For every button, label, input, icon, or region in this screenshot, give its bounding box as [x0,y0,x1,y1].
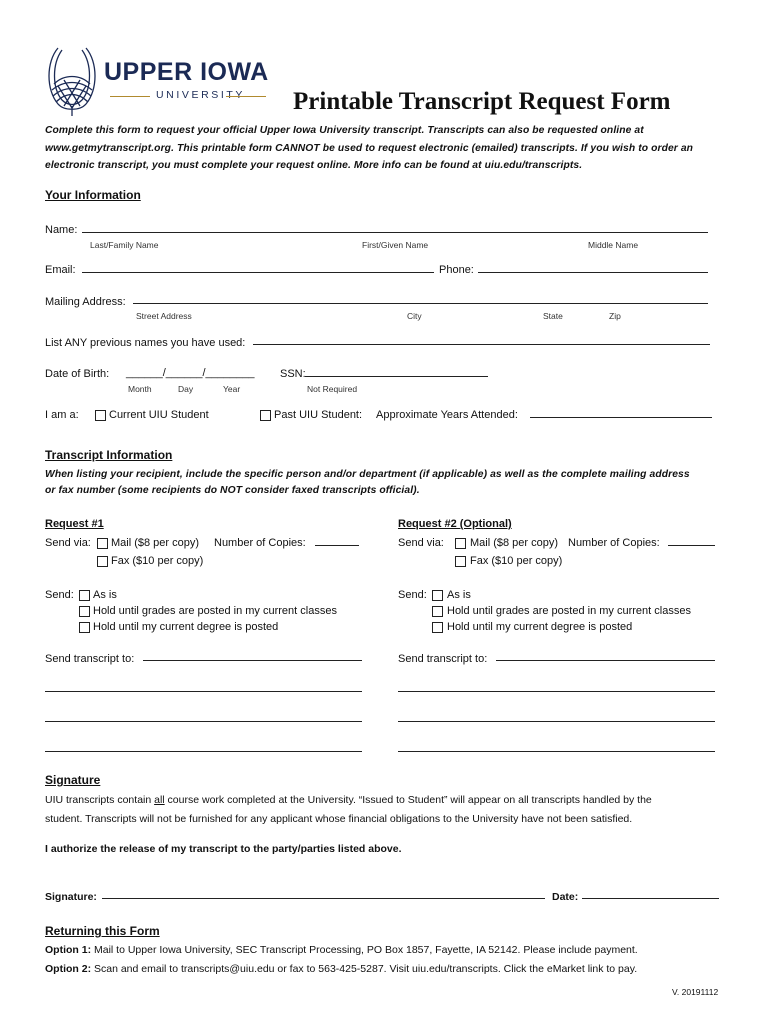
option-1-text: Mail to Upper Iowa University, SEC Transcript Processing, PO Box 1857, Fayette, IA 52142. Please include payment. [91,944,638,956]
request-1-fax-checkbox[interactable] [97,556,108,567]
request-1-copies-field[interactable] [315,545,359,546]
date-field[interactable] [582,898,719,899]
logo-rule-left [110,96,150,97]
intro-line-1: Complete this form to request your official Upper Iowa University transcript. Transcripts can also be requested online at [45,125,644,136]
request-2-hold-grades-label: Hold until grades are posted in my current classes [447,605,691,617]
request-1-as-is-checkbox[interactable] [79,590,90,601]
ssn-field[interactable] [305,376,488,377]
phone-label: Phone: [439,264,474,276]
request-2-fax-checkbox[interactable] [455,556,466,567]
first-name-caption: First/Given Name [362,240,429,250]
request-2-send-to-field-4[interactable] [398,751,715,752]
request-2-title: Request #2 (Optional) [398,518,512,530]
i-am-label: I am a: [45,409,79,421]
date-label: Date: [552,891,579,903]
past-student-checkbox[interactable] [260,410,271,421]
request-2-send-to-field-1[interactable] [496,660,715,661]
city-caption: City [407,311,422,321]
signature-heading: Signature [45,773,101,787]
logo-emblem-icon [44,44,100,118]
request-1-send-to-label: Send transcript to: [45,653,135,665]
previous-names-label: List ANY previous names you have used: [45,337,246,349]
current-student-checkbox[interactable] [95,410,106,421]
option-2-text: Scan and email to transcripts@uiu.edu or fax to 563-425-5287. Visit uiu.edu/transcripts. Click the eMarket link to pay. [91,963,638,975]
request-2-hold-grades-checkbox[interactable] [432,606,443,617]
transcript-information-heading: Transcript Information [45,448,173,462]
signature-label: Signature: [45,891,97,903]
dob-field[interactable]: ______/______/________ [126,367,255,379]
request-1-send-via-label: Send via: [45,537,91,549]
request-1-send-to-field-2[interactable] [45,691,362,692]
intro-line-2: www.getmytranscript.org. This printable form CANNOT be used to request electronic (emailed) transcripts. If you wish to order an [45,143,694,154]
approx-years-label: Approximate Years Attended: [376,409,518,421]
request-2-send-to-label: Send transcript to: [398,653,488,665]
option-2-label: Option 2: [45,963,92,975]
authorize-statement: I authorize the release of my transcript to the party/parties listed above. [45,843,402,855]
year-caption: Year [223,384,241,394]
name-field[interactable] [82,232,708,233]
email-field[interactable] [82,272,434,273]
request-2-hold-degree-checkbox[interactable] [432,622,443,633]
returning-heading: Returning this Form [45,924,160,938]
request-2-send-to-field-2[interactable] [398,691,715,692]
signature-text-2: student. Transcripts will not be furnished for any applicant whose financial obligations to the University have not been satisfied. [45,813,633,825]
logo-rule-right [226,96,266,97]
request-1-hold-grades-checkbox[interactable] [79,606,90,617]
option-1-label: Option 1: [45,944,92,956]
middle-name-caption: Middle Name [588,240,639,250]
logo-wordmark: UPPER IOWA [104,58,269,86]
request-2-as-is-label: As is [447,589,471,601]
phone-field[interactable] [478,272,708,273]
ssn-label: SSN: [280,368,306,380]
last-name-caption: Last/Family Name [90,240,159,250]
mailing-address-field[interactable] [133,303,708,304]
ssn-note: Not Required [307,384,358,394]
email-label: Email: [45,264,76,276]
signature-field[interactable] [102,898,545,899]
request-1-as-is-label: As is [93,589,117,601]
transcript-note-1: When listing your recipient, include the specific person and/or department (if applicable) as well as the complete mailing address [45,469,690,480]
state-caption: State [543,311,563,321]
version-number: V. 20191112 [672,987,719,997]
request-1-hold-degree-checkbox[interactable] [79,622,90,633]
month-caption: Month [128,384,152,394]
name-label: Name: [45,224,78,236]
request-1-fax-label: Fax ($10 per copy) [111,555,204,567]
signature-text-1a: UIU transcripts contain [45,794,155,806]
current-student-label: Current UIU Student [109,409,209,421]
past-student-label: Past UIU Student: [274,409,363,421]
day-caption: Day [178,384,194,394]
request-2-hold-degree-label: Hold until my current degree is posted [447,621,633,633]
request-1-send-to-field-3[interactable] [45,721,362,722]
signature-text-1b: all [154,794,165,806]
request-1-send-to-field-1[interactable] [143,660,362,661]
request-2-send-to-field-3[interactable] [398,721,715,722]
zip-caption: Zip [609,311,621,321]
street-caption: Street Address [136,311,192,321]
logo-subtitle: UNIVERSITY [156,89,246,101]
mailing-address-label: Mailing Address: [45,296,126,308]
request-2-copies-label: Number of Copies: [568,537,660,549]
request-2-send-label: Send: [398,589,427,601]
option-1 [45,944,638,956]
approx-years-field[interactable] [530,417,712,418]
request-2-send-via-label: Send via: [398,537,444,549]
signature-text-1c: course work completed at the University. “Issued to Student” will appear on all transcripts handled by the [164,794,652,806]
previous-names-field[interactable] [253,344,710,345]
request-2-as-is-checkbox[interactable] [432,590,443,601]
signature-text-1 [45,794,652,806]
request-1-send-to-field-4[interactable] [45,751,362,752]
request-1-hold-grades-label: Hold until grades are posted in my current classes [93,605,337,617]
your-information-heading: Your Information [45,188,141,202]
request-1-title: Request #1 [45,518,104,530]
request-1-hold-degree-label: Hold until my current degree is posted [93,621,279,633]
request-1-mail-checkbox[interactable] [97,538,108,549]
dob-label: Date of Birth: [45,368,110,380]
intro-line-3: electronic transcript, you must complete your request online. More info can be found at uiu.edu/transcripts. [45,160,583,171]
request-1-mail-label: Mail ($8 per copy) [111,537,200,549]
request-2-mail-checkbox[interactable] [455,538,466,549]
request-1-send-label: Send: [45,589,74,601]
request-2-fax-label: Fax ($10 per copy) [470,555,563,567]
page-title: Printable Transcript Request Form [293,88,671,115]
option-2 [45,963,637,975]
transcript-note-2: or fax number (some recipients do NOT consider faxed transcripts official). [45,485,420,496]
request-2-mail-label: Mail ($8 per copy) [470,537,559,549]
request-1-copies-label: Number of Copies: [214,537,306,549]
request-2-copies-field[interactable] [668,545,715,546]
